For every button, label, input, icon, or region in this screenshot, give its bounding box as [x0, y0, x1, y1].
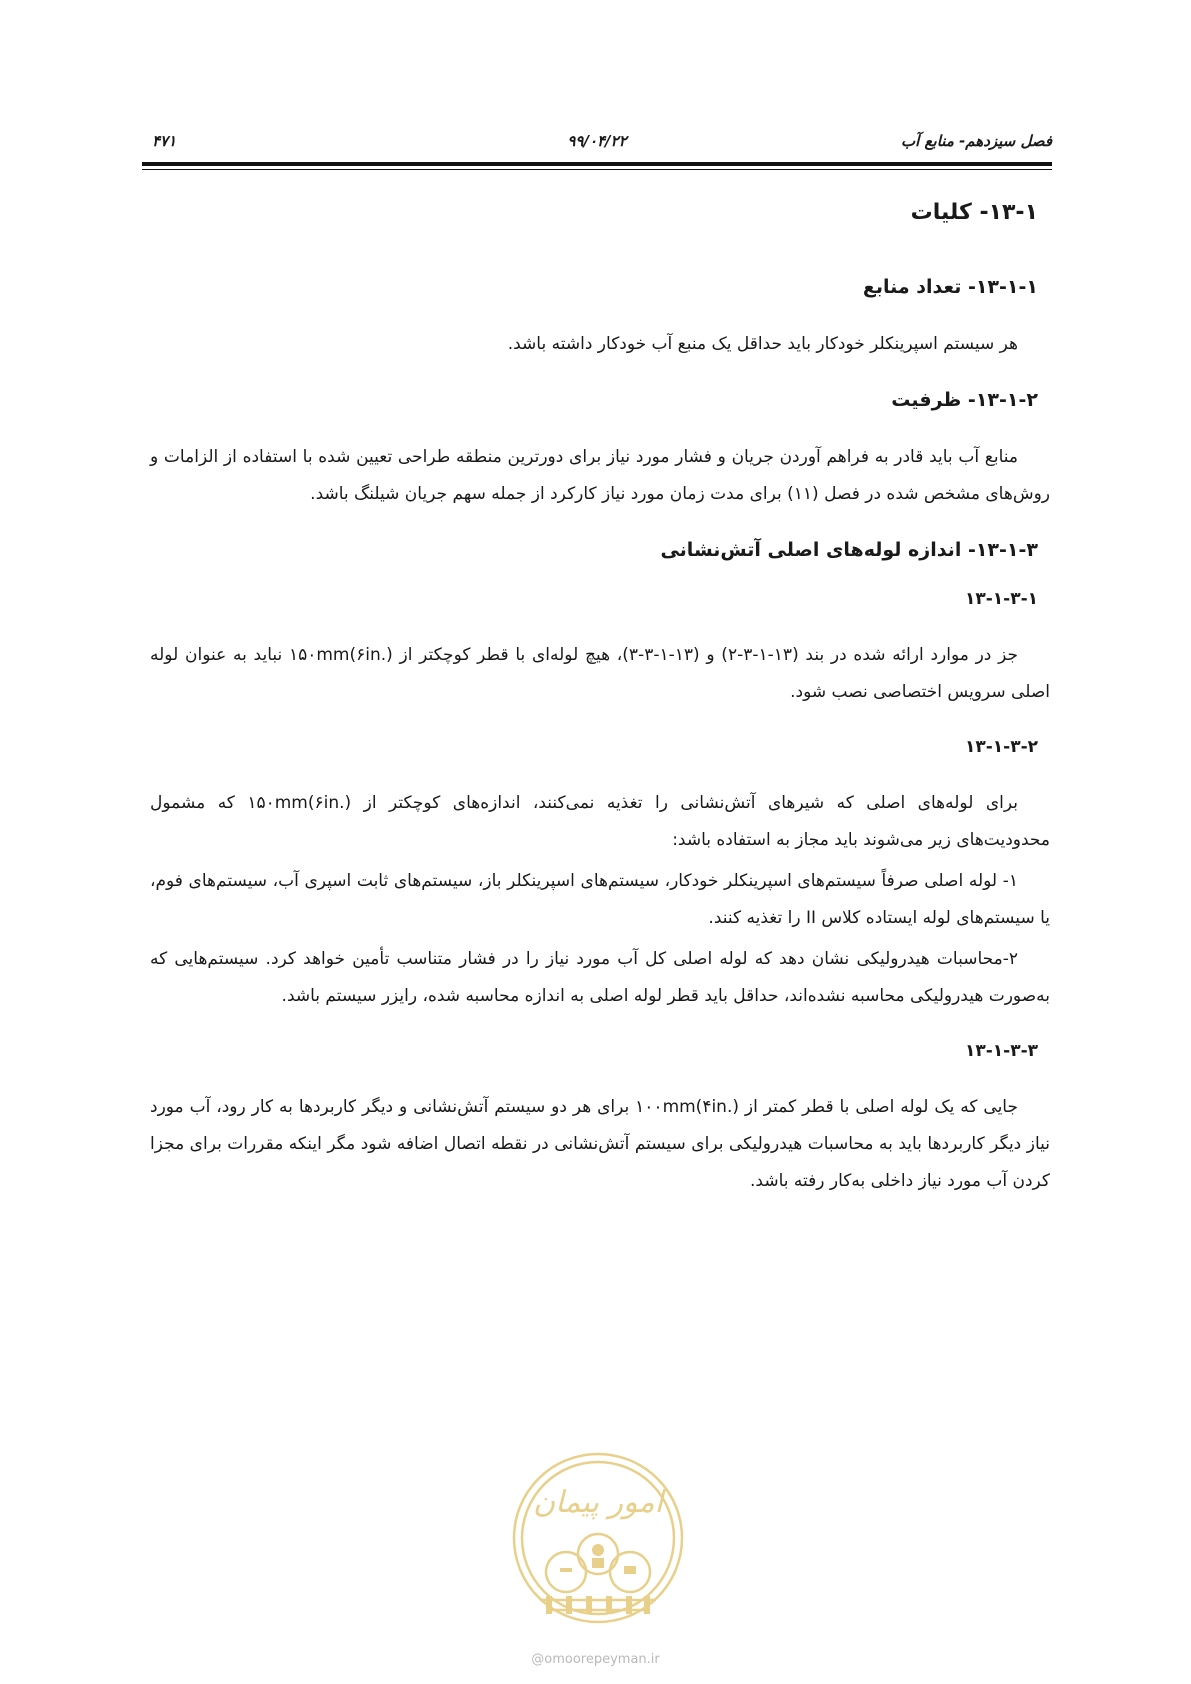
paragraph: جز در موارد ارائه شده در بند (۱۳-۱-۳-۲) و (۱۳-۱-۳-۳)، هیچ لوله‌ای با قطر کوچکتر از ۱۵۰mm(۶in.) نباید به عنوان لوله اصلی سرویس اختصاصی نصب شود. [150, 645, 1050, 702]
page-number: ۴۷۱ [152, 132, 177, 150]
header-rule-thin [142, 169, 1052, 170]
subsection-heading: ۱۳-۱-۱- تعداد منابع [862, 276, 1038, 298]
paragraph: منابع آب باید قادر به فراهم آوردن جریان و فشار مورد نیاز برای دورترین منطقه طراحی تعیین شده با استفاده از الزامات و روش‌های مشخص شده در فصل (۱۱) برای مدت زمان مورد نیاز کارکرد از جمله سهم جریان شیلنگ باشد. [150, 447, 1050, 504]
paragraph: هر سیستم اسپرینکلر خودکار باید حداقل یک منبع آب خودکار داشته باشد. [507, 334, 1018, 354]
chapter-title: فصل سیزدهم- منابع آب [901, 132, 1052, 150]
header-rule-thick [142, 162, 1052, 166]
section-heading: ۱۳-۱- کلیات [910, 200, 1038, 225]
list-item: ۱- لوله اصلی صرفاً سیستم‌های اسپرینکلر خودکار، سیستم‌های اسپرینکلر باز، سیستم‌های ثابت اسپری آب، سیستم‌های فوم، یا سیستم‌های لوله ایستاده کلاس II را تغذیه کنند. [150, 871, 1050, 928]
clause-number: ۱۳-۱-۳-۳ [964, 1041, 1038, 1061]
paragraph: برای لوله‌های اصلی که شیرهای آتش‌نشانی را تغذیه نمی‌کنند، اندازه‌های کوچکتر از ۱۵۰mm(۶in.) که مشمول محدودیت‌های زیر می‌شوند باید مجاز به استفاده باشد: [150, 793, 1050, 850]
watermark-seal-icon [510, 1450, 686, 1626]
clause-number: ۱۳-۱-۳-۱ [964, 589, 1038, 609]
paragraph: جایی که یک لوله اصلی با قطر کمتر از ۱۰۰mm(۴in.) برای هر دو سیستم آتش‌نشانی و دیگر کاربردها به کار رود، آب مورد نیاز دیگر کاربردها باید به محاسبات هیدرولیکی برای سیستم آتش‌نشانی در نقطه اتصال اضافه شود مگر اینکه مقررات برای مجزا کردن آب مورد نیاز داخلی به‌کار رفته باشد. [150, 1097, 1050, 1191]
page-header [142, 132, 1052, 156]
list-item: ۲-محاسبات هیدرولیکی نشان دهد که لوله اصلی کل آب مورد نیاز را در فشار متناسب تأمین خواهد کرد. سیستم‌هایی که به‌صورت هیدرولیکی محاسبه نشده‌اند، حداقل باید قطر لوله اصلی به اندازه محاسبه شده، رایزر سیستم باشد. [150, 949, 1050, 1006]
seal-logo-text: امور پیمان [533, 1485, 663, 1520]
clause-number: ۱۳-۱-۳-۲ [964, 737, 1038, 757]
subsection-heading: ۱۳-۱-۲- ظرفیت [891, 389, 1038, 411]
document-body [150, 200, 1050, 1226]
watermark-url: @omoorepeyman.ir [531, 1652, 660, 1667]
header-date: ۹۹/۰۴/۲۲ [567, 132, 627, 150]
subsection-heading: ۱۳-۱-۳- اندازه لوله‌های اصلی آتش‌نشانی [660, 539, 1038, 561]
